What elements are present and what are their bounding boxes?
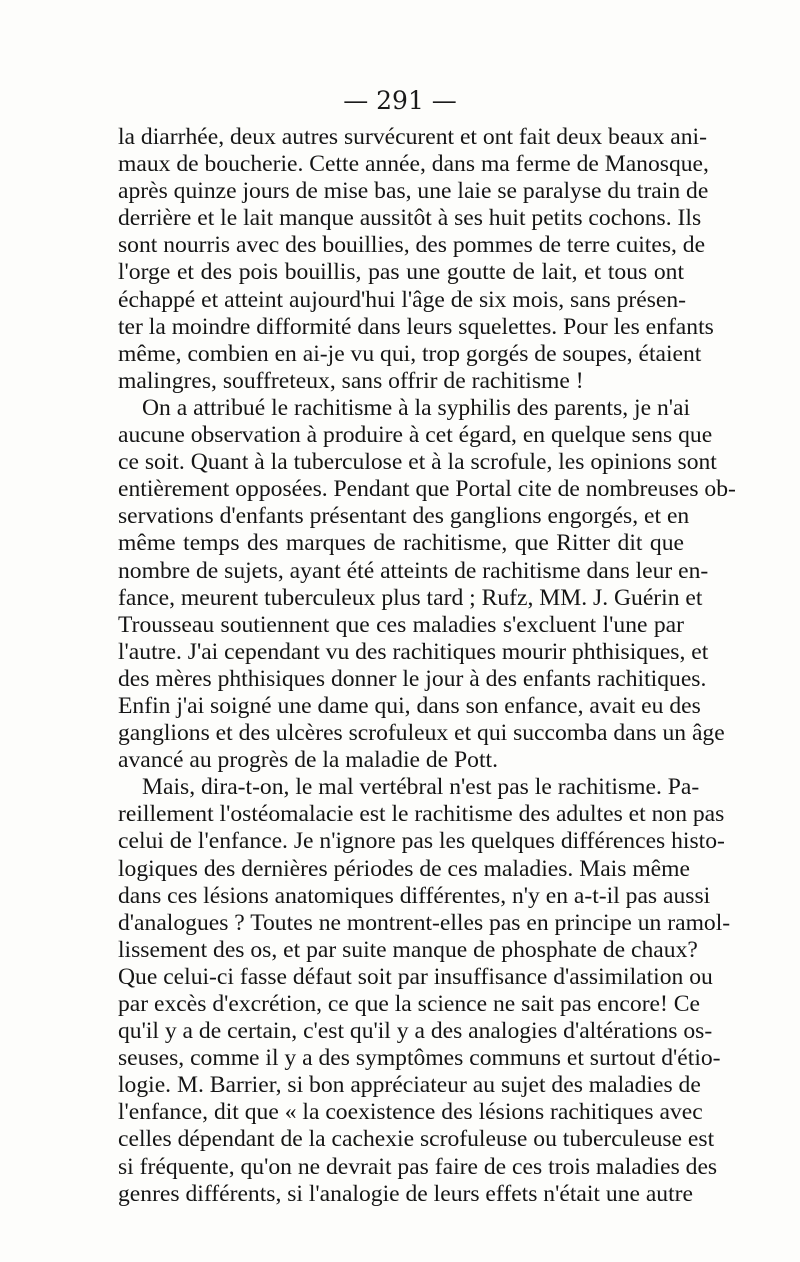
text-line: l'autre. J'ai cependant vu des rachitiques mourir phthisiques, et <box>118 638 709 665</box>
text-line: par excès d'excrétion, ce que la science ne sait pas encore! Ce <box>118 991 700 1017</box>
text-line: genres différents, si l'analogie de leurs effets n'était une autre <box>118 1180 693 1207</box>
text-line: après quinze jours de mise bas, une laie se paralyse du train de <box>118 178 709 205</box>
text-line: la diarrhée, deux autres survécurent et ont fait deux beaux ani- <box>118 124 707 150</box>
text-line: même temps des marques de rachitisme, que Ritter dit que <box>118 530 684 557</box>
text-line: entièrement opposées. Pendant que Portal cite de nombreuses ob- <box>118 476 736 503</box>
body-text <box>118 124 736 1208</box>
text-line: des mères phthisiques donner le jour à des enfants rachitiques. <box>118 665 707 692</box>
text-line: Que celui-ci fasse défaut soit par insuffisance d'assimilation ou <box>118 963 713 990</box>
text-line: seuses, comme il y a des symptômes communs et surtout d'étio- <box>118 1045 721 1072</box>
text-line: ce soit. Quant à la tuberculose et à la scrofule, les opinions sont <box>118 449 717 476</box>
text-line: qu'il y a de certain, c'est qu'il y a des analogies d'altérations os- <box>118 1018 713 1045</box>
text-line: derrière et le lait manque aussitôt à ses huit petits cochons. Ils <box>118 205 702 232</box>
text-line: dans ces lésions anatomiques différentes, n'y en a-t-il pas aussi <box>118 882 711 909</box>
text-line: malingres, souffreteux, sans offrir de rachitisme ! <box>118 367 584 394</box>
text-line: fance, meurent tuberculeux plus tard ; Rufz, MM. J. Guérin et <box>118 584 703 611</box>
text-line: l'enfance, dit que « la coexistence des lésions rachitiques avec <box>118 1099 703 1126</box>
text-line: celles dépendant de la cachexie scrofuleuse ou tuberculeuse est <box>118 1126 715 1153</box>
text-line: reillement l'ostéomalacie est le rachitisme des adultes et non pas <box>118 801 725 828</box>
text-line: ganglions et des ulcères scrofuleux et qui succomba dans un âge <box>118 720 725 747</box>
text-line: d'analogues ? Toutes ne montrent-elles pas en principe un ramol- <box>118 909 731 936</box>
text-line: Trousseau soutiennent que ces maladies s'excluent l'une par <box>118 611 684 638</box>
text-line: même, combien en ai-je vu qui, trop gorgés de soupes, étaient <box>118 340 702 367</box>
text-line: Enfin j'ai soigné une dame qui, dans son enfance, avait eu des <box>118 692 701 719</box>
text-line: sont nourris avec des bouillies, des pommes de terre cuites, de <box>118 232 706 259</box>
text-line: échappé et atteint aujourd'hui l'âge de six mois, sans présen- <box>118 286 687 313</box>
text-line: Mais, dira-t-on, le mal vertébral n'est pas le rachitisme. Pa- <box>142 774 700 801</box>
text-line: aucune observation à produire à cet égard, en quelque sens que <box>118 422 713 449</box>
text-line: maux de boucherie. Cette année, dans ma ferme de Manosque, <box>118 151 709 178</box>
text-line: nombre de sujets, ayant été atteints de rachitisme dans leur en- <box>118 557 709 584</box>
text-line: logie. M. Barrier, si bon appréciateur au sujet des maladies de <box>118 1072 701 1099</box>
text-line: servations d'enfants présentant des ganglions engorgés, et en <box>118 503 690 530</box>
text-line: avancé au progrès de la maladie de Pott. <box>118 747 498 774</box>
text-line: celui de l'enfance. Je n'ignore pas les quelques différences histo- <box>118 828 725 855</box>
text-line: ter la moindre difformité dans leurs squelettes. Pour les enfants <box>118 313 714 340</box>
text-line: On a attribué le rachitisme à la syphilis des parents, je n'ai <box>142 394 691 421</box>
text-line: lissement des os, et par suite manque de phosphate de chaux? <box>118 936 698 963</box>
text-line: l'orge et des pois bouillis, pas une goutte de lait, et tous ont <box>118 259 684 286</box>
text-line: logiques des dernières périodes de ces maladies. Mais même <box>118 855 690 882</box>
page-number: — 291 — <box>343 86 457 115</box>
text-line: si fréquente, qu'on ne devrait pas faire de ces trois maladies des <box>118 1153 718 1180</box>
